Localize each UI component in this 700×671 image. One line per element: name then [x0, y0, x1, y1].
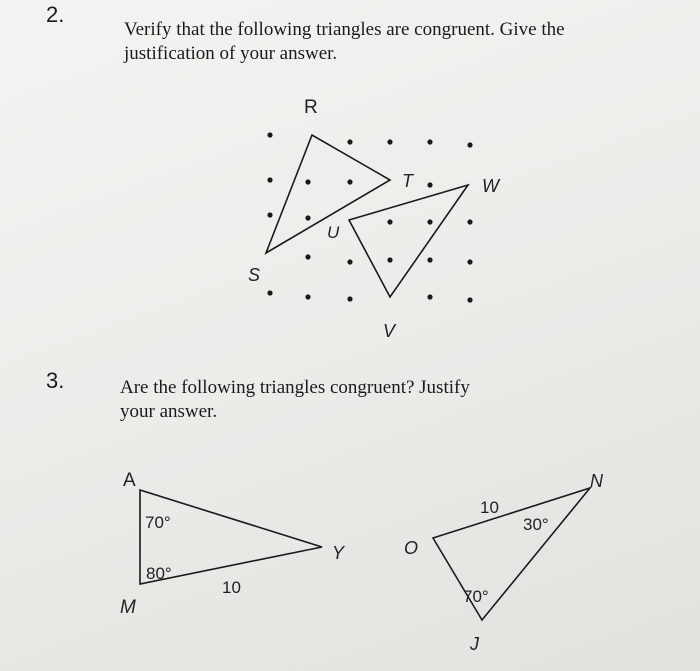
question-2-line-2: justification of your answer. [124, 43, 338, 64]
question-number-3: 3. [46, 368, 65, 393]
point-label-r: R [304, 97, 318, 118]
triangle-amy-figure [110, 460, 370, 630]
question-3-line-2: your answer. [120, 401, 218, 422]
question-2-line-1: Verify that the following triangles are congruent. Give the [124, 19, 565, 40]
point-label-s: S [248, 265, 261, 285]
vertex-label-n: N [590, 471, 603, 491]
vertex-label-j: J [470, 634, 479, 654]
point-label-v: V [383, 321, 396, 341]
angle-n-label: 30° [523, 515, 549, 534]
point-label-w: W [482, 176, 499, 196]
angle-m-label: 80° [146, 564, 172, 583]
vertex-label-m: M [120, 597, 136, 618]
side-on-label: 10 [480, 498, 499, 517]
vertex-label-a: A [123, 470, 136, 491]
vertex-label-o: O [404, 538, 419, 558]
triangle-onj [433, 488, 590, 620]
angle-a-label: 70° [145, 513, 171, 532]
question-number-2: 2. [46, 2, 65, 27]
side-my-label: 10 [222, 578, 241, 597]
triangle-onj-figure [390, 460, 640, 660]
question-3-line-1: Are the following triangles congruent? Justify [120, 377, 470, 398]
vertex-label-y: Y [332, 543, 345, 563]
dot-grid [267, 132, 472, 302]
point-label-u: U [327, 223, 340, 242]
dot-grid-triangle-figure [230, 85, 499, 345]
angle-j-label: 70° [463, 587, 489, 606]
point-label-t: T [402, 171, 413, 191]
triangle-uwv [349, 185, 468, 297]
